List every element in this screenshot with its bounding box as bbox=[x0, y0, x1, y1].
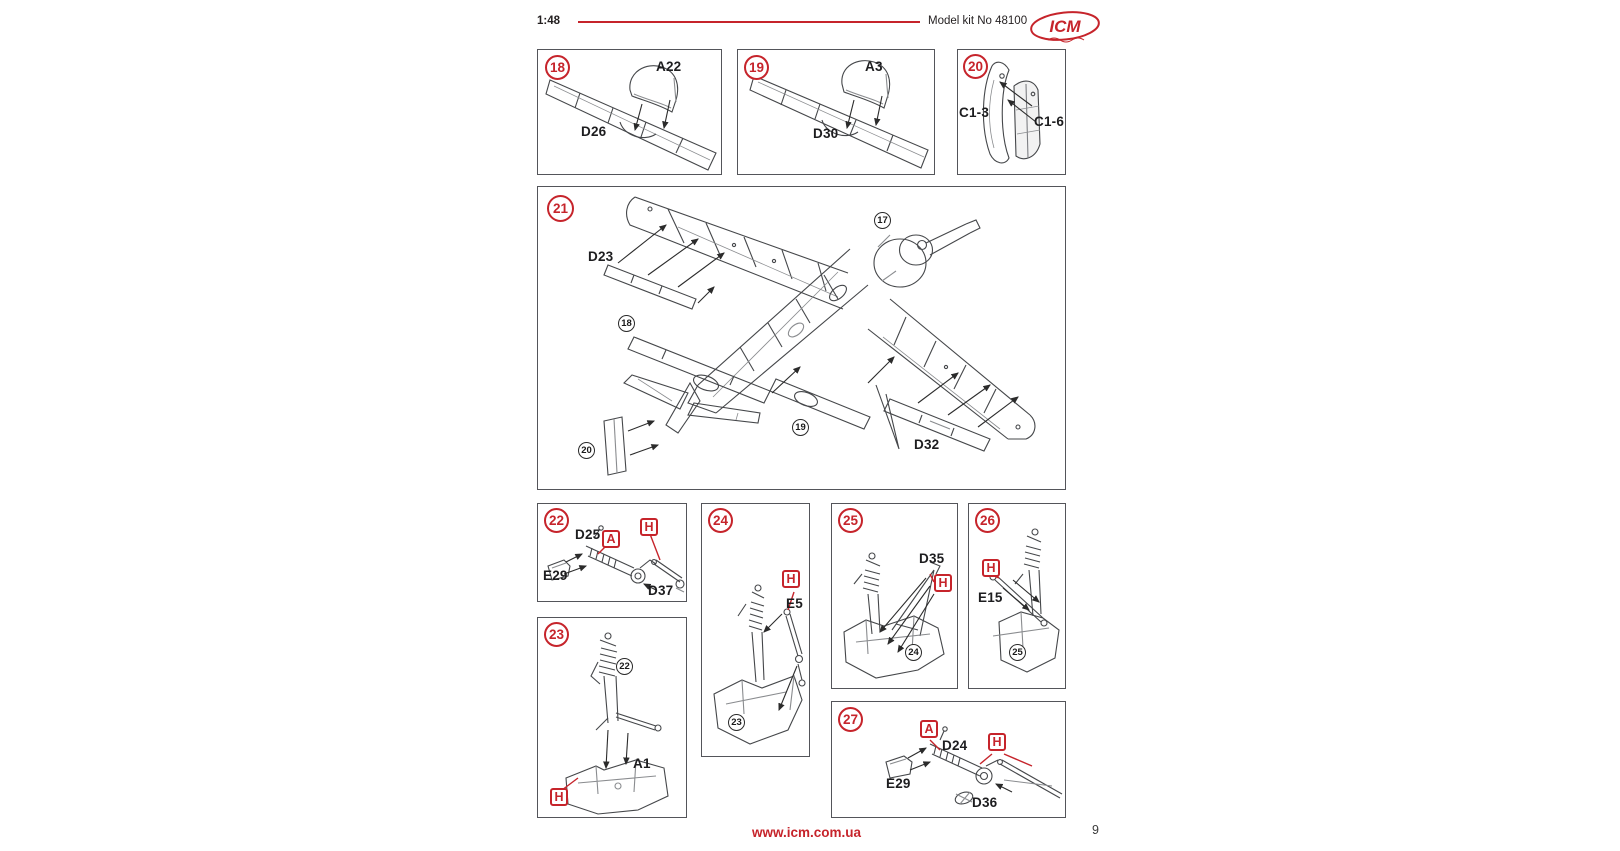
part-label-a22: A22 bbox=[656, 59, 682, 74]
step-ref-23: 23 bbox=[728, 714, 745, 731]
step-badge-26: 26 bbox=[975, 508, 1000, 533]
step-ref-22: 22 bbox=[616, 658, 633, 675]
step-badge-27: 27 bbox=[838, 707, 863, 732]
step-ref-17: 17 bbox=[874, 212, 891, 229]
step-panel-25 bbox=[831, 503, 958, 689]
step-badge-21: 21 bbox=[547, 195, 574, 222]
part-label-a1: A1 bbox=[633, 756, 651, 771]
tailwheel-strut-drawing-27 bbox=[832, 702, 1064, 816]
part-label-d26: D26 bbox=[581, 124, 607, 139]
step-panel-23 bbox=[537, 617, 687, 818]
step-badge-20: 20 bbox=[963, 54, 988, 79]
part-label-c1-3: C1-3 bbox=[959, 105, 990, 120]
scale-label: 1:48 bbox=[537, 15, 561, 27]
part-label-d23: D23 bbox=[588, 249, 614, 264]
kit-number: Model kit No 48100 bbox=[928, 15, 1028, 27]
gear-actuator-drawing-24 bbox=[702, 504, 808, 755]
part-label-a3: A3 bbox=[865, 59, 883, 74]
glue-marker-a: A bbox=[602, 530, 620, 548]
part-label-c1-6: C1-6 bbox=[1034, 114, 1065, 129]
step-panel-21 bbox=[537, 186, 1066, 490]
step-badge-23: 23 bbox=[544, 622, 569, 647]
step-ref-24: 24 bbox=[905, 644, 922, 661]
part-label-d36: D36 bbox=[972, 795, 998, 810]
part-label-d32: D32 bbox=[914, 437, 940, 452]
step-panel-20 bbox=[957, 49, 1066, 175]
step-ref-20: 20 bbox=[578, 442, 595, 459]
step-panel-27 bbox=[831, 701, 1066, 818]
step-panel-19 bbox=[737, 49, 935, 175]
step-panel-22 bbox=[537, 503, 687, 602]
part-label-d37: D37 bbox=[648, 583, 674, 598]
aircraft-assembly-drawing bbox=[538, 187, 1064, 488]
landing-gear-bay-drawing-23 bbox=[538, 618, 685, 816]
part-label-d35: D35 bbox=[919, 551, 945, 566]
glue-marker-h: H bbox=[988, 733, 1006, 751]
part-label-d24: D24 bbox=[942, 738, 968, 753]
step-badge-24: 24 bbox=[708, 508, 733, 533]
glue-marker-h: H bbox=[782, 570, 800, 588]
website-link: www.icm.com.ua bbox=[752, 825, 862, 840]
svg-text:ICM: ICM bbox=[1049, 17, 1081, 36]
part-label-e15: E15 bbox=[978, 590, 1003, 605]
glue-marker-h: H bbox=[982, 559, 1000, 577]
step-panel-24 bbox=[701, 503, 810, 757]
part-label-e5: E5 bbox=[786, 596, 803, 611]
glue-marker-h: H bbox=[550, 788, 568, 806]
page-number: 9 bbox=[1092, 823, 1099, 837]
step-panel-26 bbox=[968, 503, 1066, 689]
glue-marker-a: A bbox=[920, 720, 938, 738]
step-badge-22: 22 bbox=[544, 508, 569, 533]
part-label-d30: D30 bbox=[813, 126, 839, 141]
icm-logo-icon bbox=[1028, 10, 1102, 46]
glue-marker-h: H bbox=[640, 518, 658, 536]
part-label-e29: E29 bbox=[886, 776, 911, 791]
step-ref-25: 25 bbox=[1009, 644, 1026, 661]
step-badge-25: 25 bbox=[838, 508, 863, 533]
glue-marker-h: H bbox=[934, 574, 952, 592]
step-panel-18 bbox=[537, 49, 722, 175]
step-ref-18: 18 bbox=[618, 315, 635, 332]
part-label-d25: D25 bbox=[575, 527, 601, 542]
header-rule bbox=[578, 21, 920, 23]
part-label-e29: E29 bbox=[543, 568, 568, 583]
step-badge-18: 18 bbox=[545, 55, 570, 80]
step-badge-19: 19 bbox=[744, 55, 769, 80]
step-ref-19: 19 bbox=[792, 419, 809, 436]
